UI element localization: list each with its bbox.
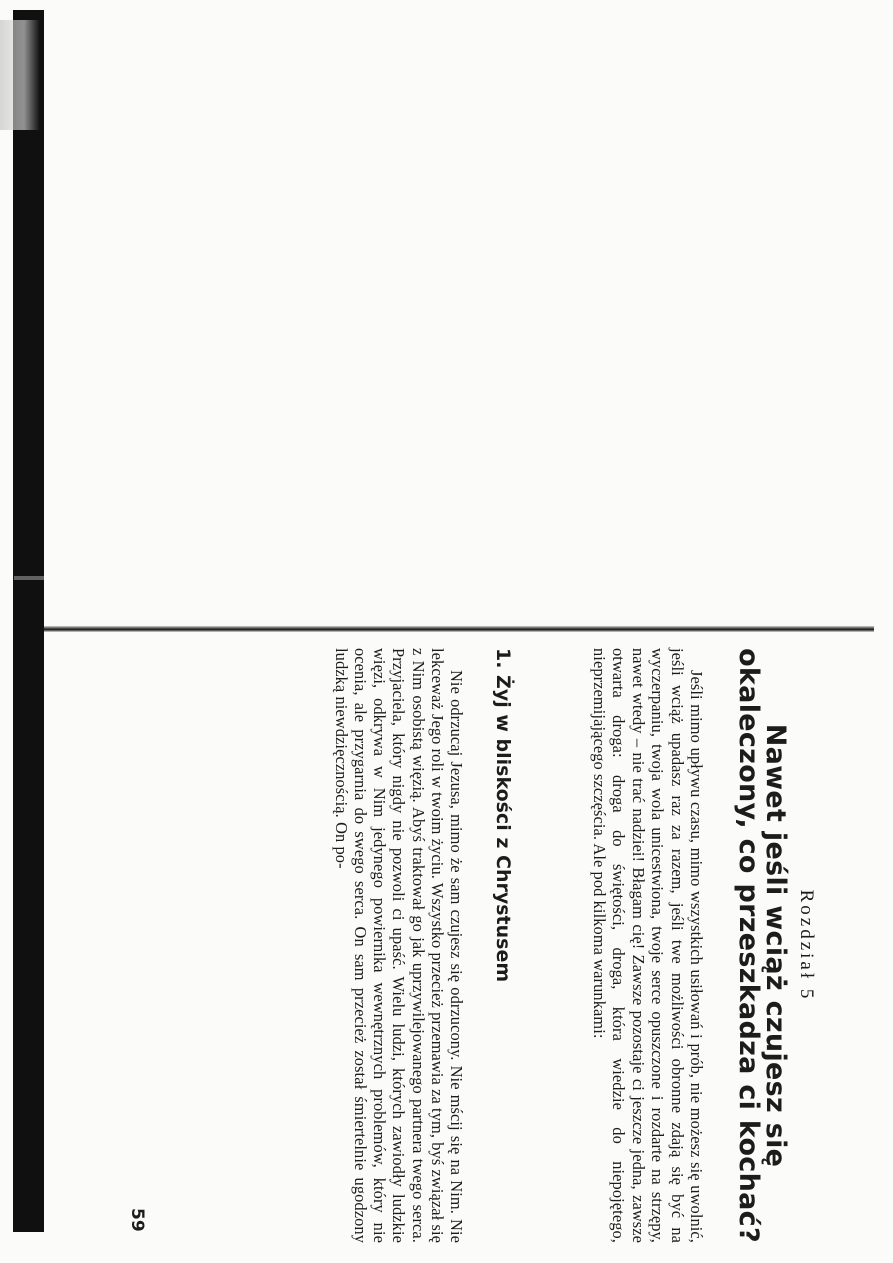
scan-shadow — [0, 20, 40, 130]
intro-paragraph: Jeśli mimo upływu czasu, mimo wszystkich usiłowań i prób, nie możesz się uwolnić, jeśli wciąż upadasz raz za razem, jeśli twe możliwości obronne zdają się być na wyczerpaniu, twoja wola unicestwiona, twoje serce opuszczone i rozdarte na strzępy, nawet wtedy – nie trać nadziei! Błagam cię! Zawsze pozostaje ci jeszcze jedna, zawsze otwarta droga: droga do świętości, droga, która wiedzie do niepojętego, nieprzemijającego szczęścia. Ale pod kilkoma warunkami: — [589, 648, 706, 1243]
fold-line — [44, 626, 874, 632]
section-paragraph: Nie odrzucaj Jezusa, mimo że sam czujesz się odrzucony. Nie mścij się na Nim. Nie lekceważ Jego roli w twoim życiu. Wszystko przecież przemawia za tym, byś związał się z Nim osobistą więzią. Abyś traktował go jak uprzywilejowanego partnera twego serca. Przyjaciela, który nigdy nie pozwoli ci upaść. Wielu ludzi, których zawiodły ludzkie więzi, odkrywa w Nim jedynego powiernika wewnętrznych problemów, który nie ocenia, ale przygarnia do swego serca. On sam przecież został śmiertelnie ugodzony ludzką niewdzięcznością. On po- — [331, 648, 466, 1243]
fold-line-mark — [14, 576, 44, 580]
book-page-content — [117, 648, 817, 1243]
chapter-label: Rozdział 5 — [796, 889, 817, 1002]
section-heading: 1. Żyj w bliskości z Chrystusem — [492, 648, 514, 983]
page-number: 59 — [127, 1208, 147, 1232]
binding-strip — [13, 10, 44, 1232]
chapter-title: Nawet jeśli wciąż czujesz się okaleczony, co przeszkadza ci kochać? — [733, 648, 791, 1243]
